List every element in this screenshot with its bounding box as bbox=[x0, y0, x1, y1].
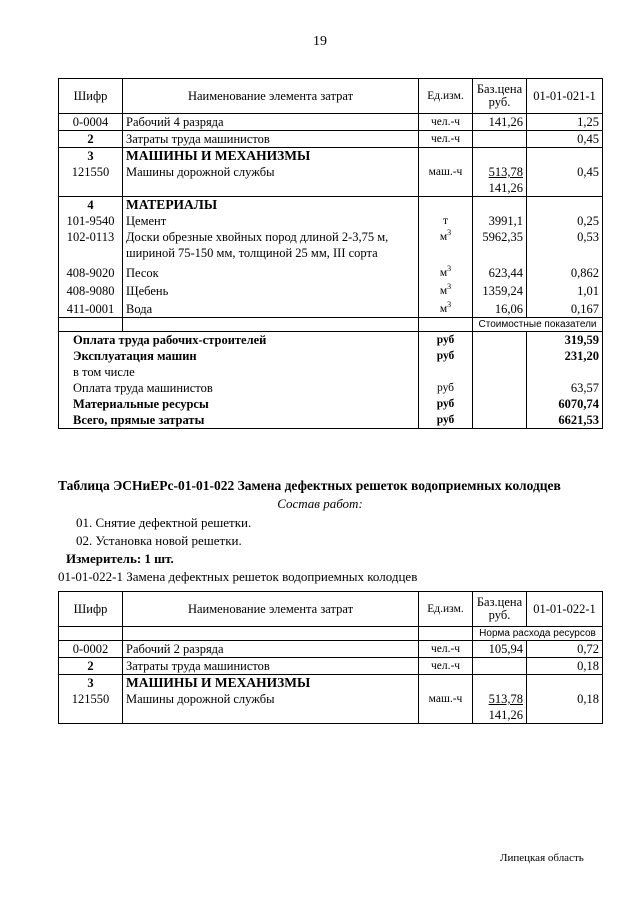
summary-unit: руб bbox=[419, 332, 473, 349]
summary-unit: руб bbox=[419, 348, 473, 364]
summary-name: Эксплуатация машин bbox=[59, 348, 419, 364]
col-unit: Ед.изм. bbox=[419, 79, 473, 114]
table-row bbox=[59, 164, 603, 197]
col-code: Шифр bbox=[59, 79, 123, 114]
work-step: 01. Снятие дефектной решетки. bbox=[76, 515, 252, 530]
table-row bbox=[59, 131, 603, 148]
row-price: 5962,35 bbox=[473, 229, 527, 261]
row-unit: $м^3$ bbox=[419, 229, 473, 261]
row-name: Машины дорожной службы bbox=[123, 164, 419, 197]
section-row bbox=[59, 675, 603, 692]
row-name: Доски обрезные хвойных пород длиной 2-3,75 м, шириной 75-150 мм, толщиной 25 мм, III сорта bbox=[123, 229, 419, 261]
summary-value: 6621,53 bbox=[527, 412, 603, 429]
row-value: 0,45 bbox=[527, 164, 603, 197]
row-value: 0,18 bbox=[527, 691, 603, 724]
summary-value: 63,57 bbox=[527, 380, 603, 396]
row-code: 3 bbox=[59, 675, 123, 692]
section-title: МАШИНЫ И МЕХАНИЗМЫ bbox=[123, 675, 419, 692]
cost-label-row bbox=[59, 318, 603, 332]
row-code: 0-0004 bbox=[59, 114, 123, 131]
row-code: 408-9080 bbox=[59, 281, 123, 299]
row-code: 0-0002 bbox=[59, 641, 123, 658]
col-name: Наименование элемента затрат bbox=[123, 79, 419, 114]
row-value: 1,01 bbox=[527, 281, 603, 299]
row-value: 1,25 bbox=[527, 114, 603, 131]
summary-unit: руб bbox=[419, 380, 473, 396]
col-unit: Ед.изм. bbox=[419, 592, 473, 627]
row-name: Щебень bbox=[123, 281, 419, 299]
table-row bbox=[59, 281, 603, 299]
row-name: Цемент bbox=[123, 213, 419, 229]
row-price bbox=[473, 658, 527, 675]
row-code: 411-0001 bbox=[59, 299, 123, 318]
work-step: 02. Установка новой решетки. bbox=[76, 533, 242, 548]
norm-label-row bbox=[59, 627, 603, 641]
summary-row bbox=[59, 348, 603, 364]
row-price bbox=[473, 131, 527, 148]
summary-value: 6070,74 bbox=[527, 396, 603, 412]
summary-row bbox=[59, 380, 603, 396]
row-price: 1359,24 bbox=[473, 281, 527, 299]
summary-name: Материальные ресурсы bbox=[59, 396, 419, 412]
row-price: 513,78 141,26 bbox=[473, 691, 527, 724]
row-value: 0,18 bbox=[527, 658, 603, 675]
row-value: 0,25 bbox=[527, 213, 603, 229]
table-row bbox=[59, 213, 603, 229]
summary-unit: руб bbox=[419, 396, 473, 412]
row-unit: чел.-ч bbox=[419, 114, 473, 131]
summary-name: Всего, прямые затраты bbox=[59, 412, 419, 429]
row-value: 0,53 bbox=[527, 229, 603, 261]
row-name: Рабочий 4 разряда bbox=[123, 114, 419, 131]
col-name: Наименование элемента затрат bbox=[123, 592, 419, 627]
section-row bbox=[59, 148, 603, 165]
row-name: Вода bbox=[123, 299, 419, 318]
section-row bbox=[59, 197, 603, 214]
meter: Измеритель: 1 шт. bbox=[66, 551, 174, 566]
summary-name: в том числе bbox=[59, 364, 419, 380]
summary-name: Оплата труда рабочих-строителей bbox=[59, 332, 419, 349]
row-price: 513,78 141,26 bbox=[473, 164, 527, 197]
row-unit: маш.-ч bbox=[419, 164, 473, 197]
row-price: 623,44 bbox=[473, 261, 527, 281]
row-unit: $м^3$ bbox=[419, 261, 473, 281]
col-norm: 01-01-022-1 bbox=[527, 592, 603, 627]
row-code: 4 bbox=[59, 197, 123, 214]
summary-value: 231,20 bbox=[527, 348, 603, 364]
row-unit: $м^3$ bbox=[419, 281, 473, 299]
section-title: МАТЕРИАЛЫ bbox=[123, 197, 419, 214]
row-name: Затраты труда машинистов bbox=[123, 131, 419, 148]
row-name: Затраты труда машинистов bbox=[123, 658, 419, 675]
summary-name: Оплата труда машинистов bbox=[59, 380, 419, 396]
row-unit: т bbox=[419, 213, 473, 229]
row-unit: $м^3$ bbox=[419, 299, 473, 318]
summary-row bbox=[59, 412, 603, 429]
row-code: 2 bbox=[59, 658, 123, 675]
table-row bbox=[59, 229, 603, 261]
row-price: 141,26 bbox=[473, 114, 527, 131]
norm-label: Норма расхода ресурсов bbox=[473, 627, 603, 641]
summary-row bbox=[59, 332, 603, 349]
col-price: Баз.цена руб. bbox=[473, 79, 527, 114]
table-row bbox=[59, 658, 603, 675]
col-price: Баз.цена руб. bbox=[473, 592, 527, 627]
col-norm: 01-01-021-1 bbox=[527, 79, 603, 114]
table-row bbox=[59, 299, 603, 318]
row-name: Машины дорожной службы bbox=[123, 691, 419, 724]
table-row bbox=[59, 261, 603, 281]
row-code: 121550 bbox=[59, 691, 123, 724]
norm-line: 01-01-022-1 Замена дефектных решеток водоприемных колодцев bbox=[58, 569, 418, 584]
row-value: 0,72 bbox=[527, 641, 603, 658]
summary-row bbox=[59, 396, 603, 412]
row-unit: чел.-ч bbox=[419, 131, 473, 148]
row-value: 0,167 bbox=[527, 299, 603, 318]
row-code: 102-0113 bbox=[59, 229, 123, 261]
row-price: 105,94 bbox=[473, 641, 527, 658]
row-name: Песок bbox=[123, 261, 419, 281]
cost-label: Стоимостные показатели bbox=[473, 318, 603, 332]
page-number: 19 bbox=[313, 34, 327, 49]
table-row bbox=[59, 114, 603, 131]
row-unit: маш.-ч bbox=[419, 691, 473, 724]
col-code: Шифр bbox=[59, 592, 123, 627]
table-row bbox=[59, 691, 603, 724]
summary-row bbox=[59, 364, 603, 380]
summary-value: 319,59 bbox=[527, 332, 603, 349]
section-title: МАШИНЫ И МЕХАНИЗМЫ bbox=[123, 148, 419, 165]
resource-table-2 bbox=[58, 591, 603, 724]
row-code: 3 bbox=[59, 148, 123, 165]
row-code: 101-9540 bbox=[59, 213, 123, 229]
row-value: 0,862 bbox=[527, 261, 603, 281]
row-name: Рабочий 2 разряда bbox=[123, 641, 419, 658]
row-code: 121550 bbox=[59, 164, 123, 197]
row-unit: чел.-ч bbox=[419, 641, 473, 658]
row-price: 16,06 bbox=[473, 299, 527, 318]
footer-region: Липецкая область bbox=[500, 852, 584, 864]
table-header bbox=[59, 592, 603, 627]
row-value: 0,45 bbox=[527, 131, 603, 148]
summary-unit: руб bbox=[419, 412, 473, 429]
work-composition-label: Состав работ: bbox=[277, 496, 363, 511]
row-code: 2 bbox=[59, 131, 123, 148]
row-code: 408-9020 bbox=[59, 261, 123, 281]
table-header bbox=[59, 79, 603, 114]
row-price: 3991,1 bbox=[473, 213, 527, 229]
table-title: Таблица ЭСНиЕРс-01-01-022 Замена дефектных решеток водоприемных колодцев bbox=[58, 478, 561, 493]
table-row bbox=[59, 641, 603, 658]
resource-table-1 bbox=[58, 78, 603, 429]
row-unit: чел.-ч bbox=[419, 658, 473, 675]
